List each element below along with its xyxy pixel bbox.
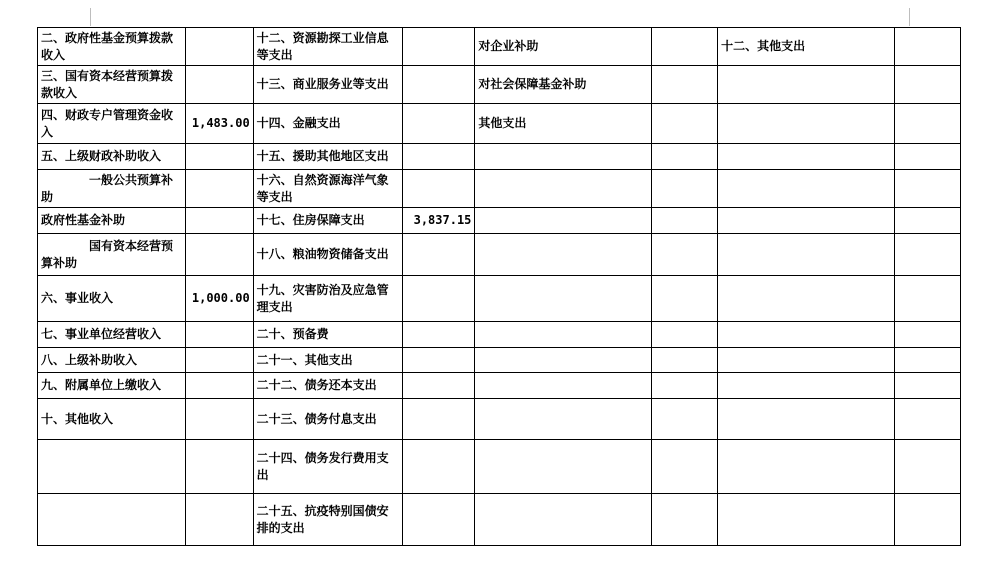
other-expense-amount [894, 28, 960, 66]
econ-expense-item [475, 494, 652, 546]
income-item: 四、财政专户管理资金收入 [38, 104, 186, 144]
other-expense-amount [894, 348, 960, 373]
econ-expense-item: 对企业补助 [475, 28, 652, 66]
income-amount [186, 170, 253, 208]
other-expense-amount [894, 234, 960, 276]
expense-item: 二十五、抗疫特别国债安排的支出 [253, 494, 402, 546]
income-item: 三、国有资本经营预算拨款收入 [38, 66, 186, 104]
income-amount [186, 28, 253, 66]
budget-table [37, 27, 961, 546]
table-row [38, 494, 961, 546]
page-corner-mark-right [909, 8, 910, 26]
income-item: 八、上级补助收入 [38, 348, 186, 373]
econ-expense-amount [651, 208, 717, 234]
econ-expense-amount [651, 322, 717, 348]
other-expense-amount [894, 373, 960, 399]
econ-expense-item [475, 276, 652, 322]
other-expense-item [718, 348, 895, 373]
expense-item: 十五、援助其他地区支出 [253, 144, 402, 170]
expense-amount [403, 348, 475, 373]
econ-expense-item [475, 348, 652, 373]
expense-item: 二十二、债务还本支出 [253, 373, 402, 399]
econ-expense-amount [651, 399, 717, 440]
income-item: 九、附属单位上缴收入 [38, 373, 186, 399]
econ-expense-amount [651, 494, 717, 546]
other-expense-amount [894, 144, 960, 170]
other-expense-amount [894, 399, 960, 440]
other-expense-amount [894, 440, 960, 494]
other-expense-item [718, 440, 895, 494]
income-amount [186, 322, 253, 348]
econ-expense-item [475, 322, 652, 348]
expense-amount [403, 234, 475, 276]
income-amount [186, 208, 253, 234]
expense-item: 二十、预备费 [253, 322, 402, 348]
other-expense-item [718, 104, 895, 144]
other-expense-item [718, 322, 895, 348]
income-item: 六、事业收入 [38, 276, 186, 322]
other-expense-amount [894, 322, 960, 348]
expense-item: 十三、商业服务业等支出 [253, 66, 402, 104]
income-item: 国有资本经营预算补助 [38, 234, 186, 276]
income-item: 政府性基金补助 [38, 208, 186, 234]
expense-item: 二十一、其他支出 [253, 348, 402, 373]
econ-expense-amount [651, 104, 717, 144]
income-item: 一般公共预算补助 [38, 170, 186, 208]
expense-amount [403, 276, 475, 322]
econ-expense-item [475, 234, 652, 276]
income-item: 十、其他收入 [38, 399, 186, 440]
table-row [38, 322, 961, 348]
econ-expense-amount [651, 66, 717, 104]
other-expense-amount [894, 170, 960, 208]
expense-amount [403, 494, 475, 546]
other-expense-item [718, 170, 895, 208]
econ-expense-item [475, 170, 652, 208]
econ-expense-amount [651, 170, 717, 208]
expense-item: 二十四、债务发行费用支出 [253, 440, 402, 494]
table-row [38, 373, 961, 399]
econ-expense-item [475, 208, 652, 234]
income-amount [186, 373, 253, 399]
expense-amount [403, 440, 475, 494]
income-amount [186, 234, 253, 276]
expense-amount [403, 399, 475, 440]
income-amount [186, 348, 253, 373]
other-expense-item: 十二、其他支出 [718, 28, 895, 66]
income-item: 五、上级财政补助收入 [38, 144, 186, 170]
other-expense-item [718, 399, 895, 440]
econ-expense-item: 其他支出 [475, 104, 652, 144]
income-amount [186, 440, 253, 494]
econ-expense-item [475, 144, 652, 170]
income-item [38, 494, 186, 546]
table-row [38, 66, 961, 104]
expense-item: 十八、粮油物资储备支出 [253, 234, 402, 276]
econ-expense-item [475, 440, 652, 494]
table-row [38, 104, 961, 144]
table-row [38, 348, 961, 373]
expense-amount [403, 373, 475, 399]
other-expense-item [718, 276, 895, 322]
econ-expense-amount [651, 348, 717, 373]
table-row [38, 28, 961, 66]
income-amount: 1,483.00 [186, 104, 253, 144]
expense-amount [403, 144, 475, 170]
page-corner-mark-left [90, 8, 91, 26]
table-row [38, 144, 961, 170]
econ-expense-amount [651, 373, 717, 399]
income-amount [186, 144, 253, 170]
table-row [38, 208, 961, 234]
table-row [38, 170, 961, 208]
income-item: 二、政府性基金预算拨款收入 [38, 28, 186, 66]
income-amount [186, 399, 253, 440]
expense-item: 十二、资源勘探工业信息等支出 [253, 28, 402, 66]
other-expense-item [718, 208, 895, 234]
table-row [38, 440, 961, 494]
other-expense-amount [894, 104, 960, 144]
econ-expense-amount [651, 144, 717, 170]
other-expense-amount [894, 276, 960, 322]
table-row [38, 234, 961, 276]
table-row [38, 276, 961, 322]
expense-amount: 3,837.15 [403, 208, 475, 234]
table-row [38, 399, 961, 440]
econ-expense-item [475, 399, 652, 440]
expense-item: 二十三、债务付息支出 [253, 399, 402, 440]
other-expense-amount [894, 66, 960, 104]
other-expense-item [718, 66, 895, 104]
econ-expense-amount [651, 28, 717, 66]
expense-item: 十七、住房保障支出 [253, 208, 402, 234]
expense-amount [403, 322, 475, 348]
econ-expense-amount [651, 440, 717, 494]
expense-amount [403, 28, 475, 66]
expense-item: 十九、灾害防治及应急管理支出 [253, 276, 402, 322]
income-item: 七、事业单位经营收入 [38, 322, 186, 348]
econ-expense-amount [651, 276, 717, 322]
other-expense-item [718, 494, 895, 546]
other-expense-amount [894, 208, 960, 234]
income-amount [186, 66, 253, 104]
expense-item: 十四、金融支出 [253, 104, 402, 144]
income-amount [186, 494, 253, 546]
expense-amount [403, 104, 475, 144]
expense-amount [403, 66, 475, 104]
other-expense-item [718, 373, 895, 399]
expense-amount [403, 170, 475, 208]
econ-expense-amount [651, 234, 717, 276]
expense-item: 十六、自然资源海洋气象等支出 [253, 170, 402, 208]
other-expense-item [718, 144, 895, 170]
income-amount: 1,000.00 [186, 276, 253, 322]
other-expense-amount [894, 494, 960, 546]
econ-expense-item [475, 373, 652, 399]
econ-expense-item: 对社会保障基金补助 [475, 66, 652, 104]
other-expense-item [718, 234, 895, 276]
income-item [38, 440, 186, 494]
